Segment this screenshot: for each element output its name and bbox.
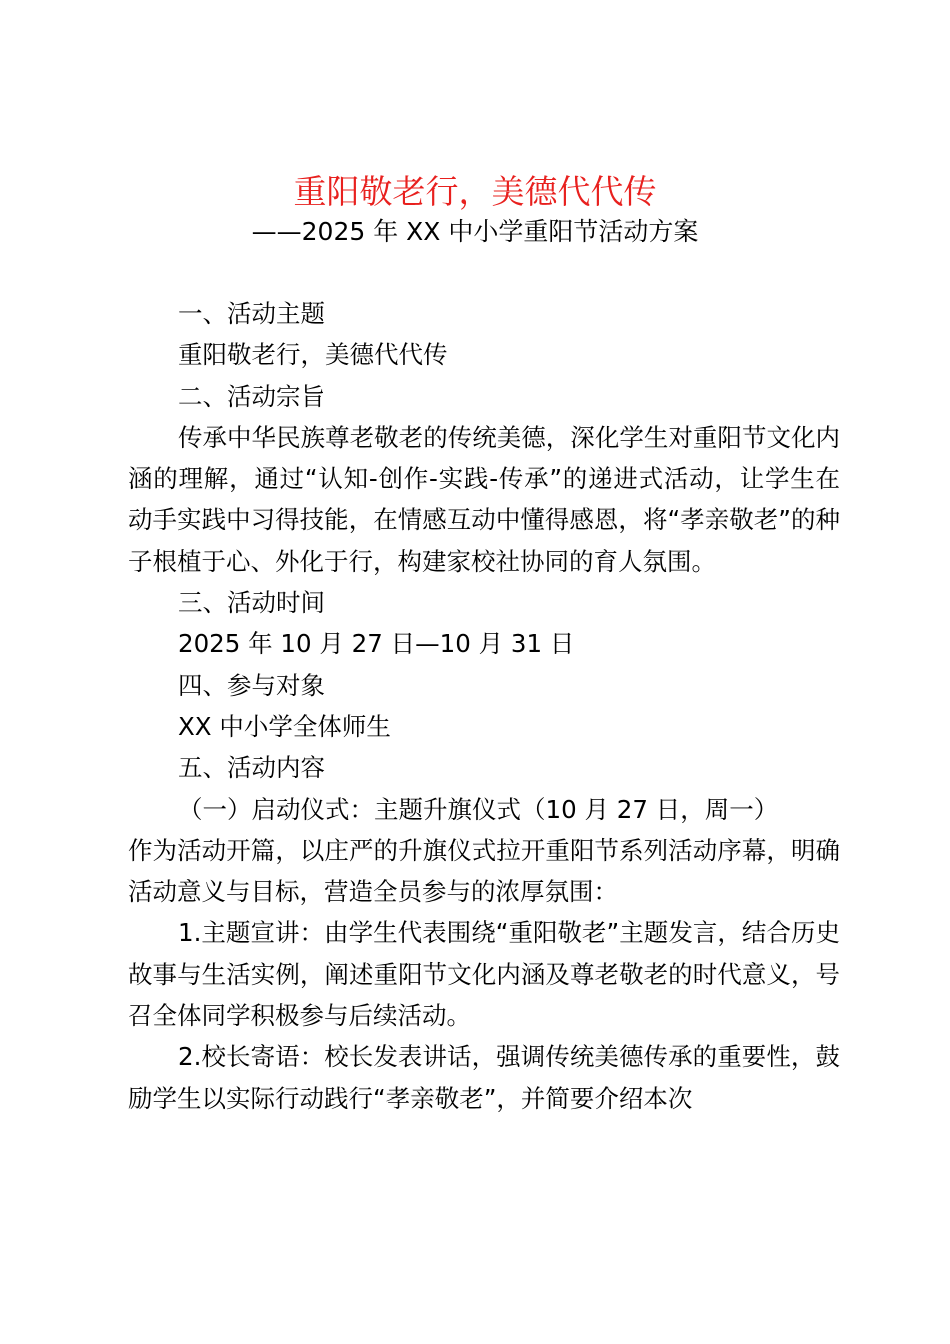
document-subtitle: ——2025 年 XX 中小学重阳节活动方案	[251, 217, 699, 246]
item-principal-message: 2.校长寄语：校长发表讲话，强调传统美德传承的重要性，鼓励学生以实际行动践行“孝亲敬老”，并简要介绍本次	[128, 1042, 840, 1113]
theme-text: 重阳敬老行，美德代代传	[178, 340, 448, 370]
document-title: 重阳敬老行，美德代代传	[293, 172, 657, 211]
item-theme-speech: 1.主题宣讲：由学生代表围绕“重阳敬老”主题发言，结合历史故事与生活实例，阐述重阳节文化内涵及尊老敬老的时代意义，号召全体同学积极参与后续活动。	[128, 918, 840, 1031]
participants-text: XX 中小学全体师生	[178, 711, 391, 741]
section-heading-theme: 一、活动主题	[178, 299, 325, 328]
section-heading-purpose: 二、活动宗旨	[178, 381, 325, 411]
document-body	[128, 293, 840, 1119]
opening-paragraph: 作为活动开篇，以庄严的升旗仪式拉开重阳节系列活动序幕，明确活动意义与目标，营造全员参与的浓厚氛围：	[128, 835, 840, 907]
time-text: 2025 年 10 月 27 日—10 月 31 日	[178, 629, 575, 659]
section-heading-participants: 四、参与对象	[178, 670, 325, 700]
subsection-heading-opening: （一）启动仪式：主题升旗仪式（10 月 27 日，周一）	[178, 794, 779, 824]
purpose-paragraph: 传承中华民族尊老敬老的传统美德，深化学生对重阳节文化内涵的理解，通过“认知-创作-实践-传承”的递进式活动，让学生在动手实践中习得技能，在情感互动中懂得感恩，将“孝亲敬老”的种子根植于心、外化于行，构建家校社协同的育人氛围。	[128, 422, 840, 576]
section-heading-time: 三、活动时间	[178, 588, 325, 618]
section-heading-content: 五、活动内容	[178, 753, 325, 783]
